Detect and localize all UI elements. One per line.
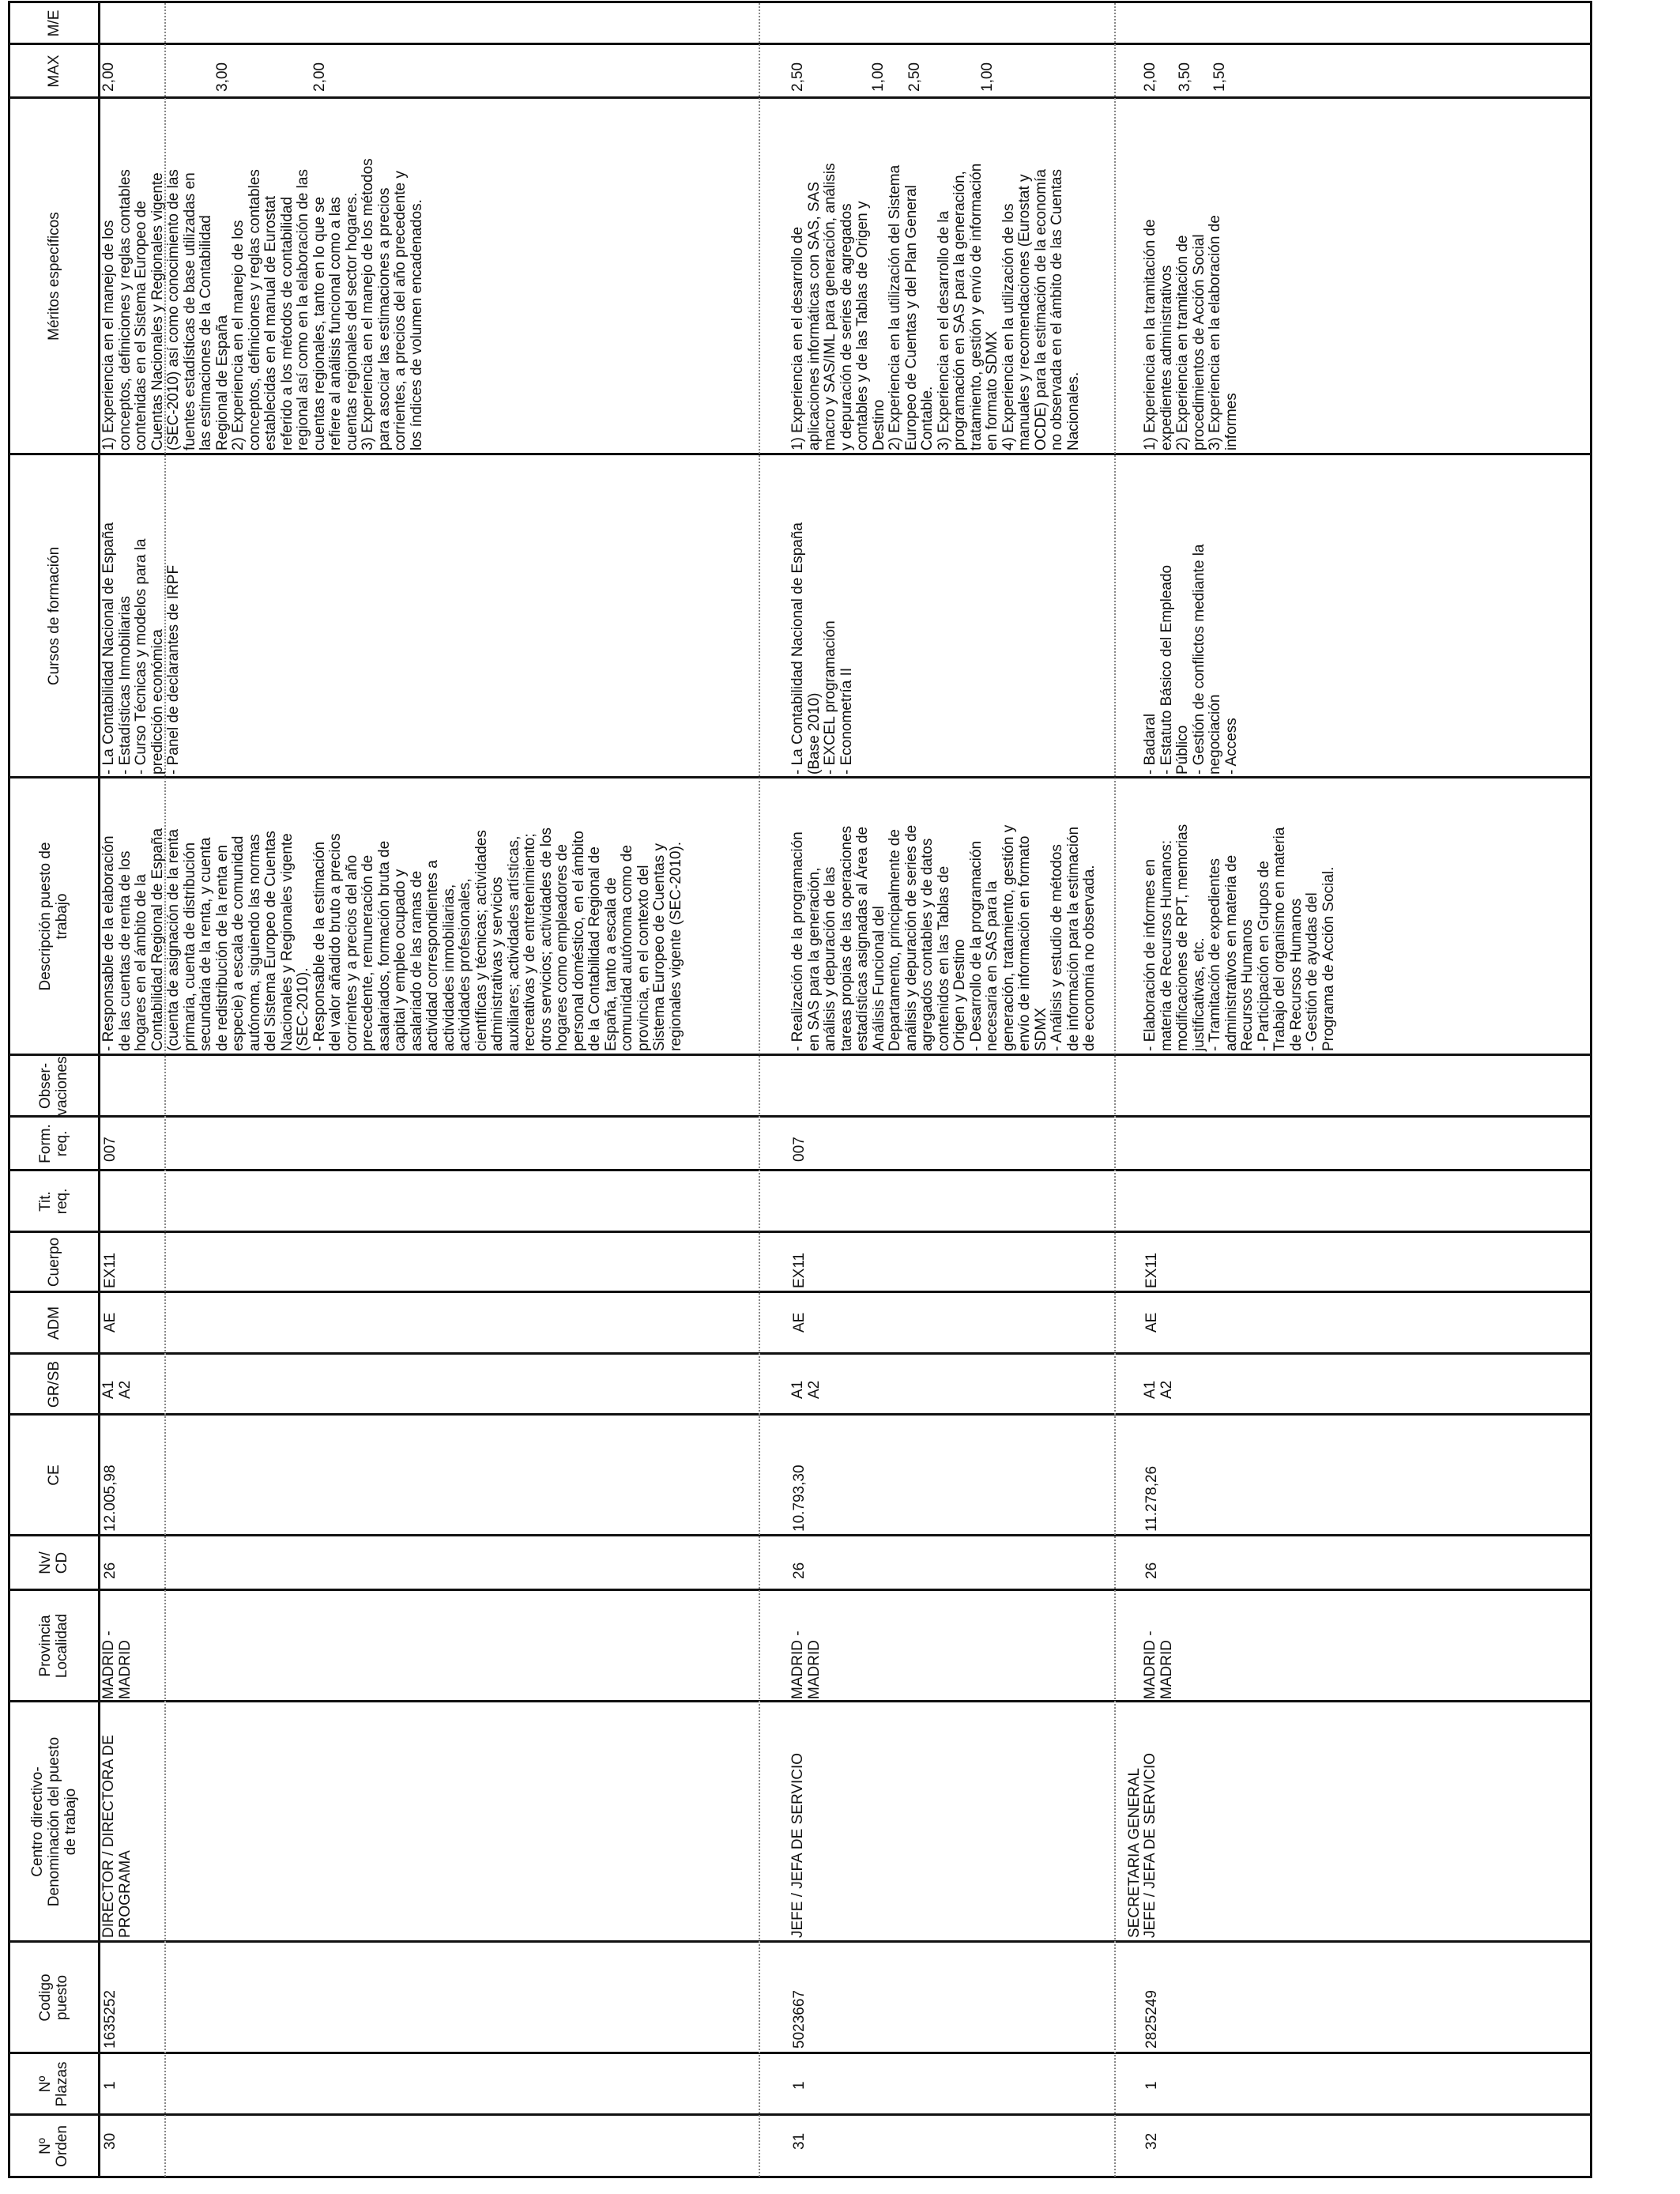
- cell-max: 2,00: [100, 62, 117, 92]
- header-orden: Nº Orden: [37, 2125, 70, 2167]
- cell-codigo: 1635252: [102, 1990, 119, 2049]
- header-max: MAX: [45, 55, 62, 88]
- table-left-rule: [8, 2176, 1591, 2178]
- col-sep: [8, 1231, 1591, 1233]
- table-bottom-rule: [1590, 1, 1592, 2178]
- cell-provincia: MADRID - MADRID: [789, 1630, 823, 1699]
- cell-max: 3,00: [214, 62, 231, 92]
- cell-max: 1,00: [870, 62, 887, 92]
- col-sep: [8, 1534, 1591, 1536]
- cell-codigo: 5023667: [791, 1990, 808, 2049]
- col-sep: [8, 776, 1591, 778]
- header-me: M/E: [45, 9, 62, 37]
- cell-provincia: MADRID - MADRID: [1142, 1630, 1175, 1699]
- row-separator: [759, 3, 760, 2177]
- cell-denominacion: DIRECTOR / DIRECTORA DE PROGRAMA: [100, 1735, 134, 1938]
- cell-orden: 30: [102, 2132, 119, 2150]
- cell-plazas: 1: [791, 2081, 808, 2090]
- header-adm: ADM: [45, 1306, 62, 1340]
- cell-grupo: A1 A2: [100, 1380, 134, 1399]
- cell-plazas: 1: [1143, 2081, 1160, 2090]
- cell-nivel: 26: [791, 1562, 808, 1579]
- cell-denominacion: JEFE / JEFA DE SERVICIO: [789, 1752, 806, 1938]
- col-sep: [8, 1589, 1591, 1591]
- cell-cuerpo: EX11: [791, 1252, 808, 1288]
- header-descripcion: Descripción puesto de trabajo: [37, 842, 70, 991]
- cell-adm: AE: [1143, 1312, 1160, 1333]
- cell-nivel: 26: [1143, 1562, 1160, 1579]
- cell-max: 3,50: [1177, 62, 1193, 92]
- cell-descripcion: - Elaboración de informes en materia de Recursos Humanos: modificaciones de RPT, memorias justificativas, etc. - Tramitación de expedientes administrativos en materia de Recursos Humanos - Participación en Grupos de Trabajo del organismo en materia de Recursos Humanos - Gestión de ayudas del Programa de Acción Social.: [1142, 824, 1337, 1051]
- cell-adm: AE: [791, 1312, 808, 1333]
- cell-provincia: MADRID - MADRID: [100, 1630, 134, 1699]
- row-separator: [1114, 3, 1116, 2177]
- cell-cuerpo: EX11: [102, 1252, 119, 1288]
- cell-formacion: 007: [791, 1137, 808, 1162]
- cell-plazas: 1: [102, 2081, 119, 2090]
- header-cursos: Cursos de formación: [45, 546, 62, 686]
- cell-ce: 10.793,30: [791, 1465, 808, 1532]
- header-observaciones: Obser- vaciones: [37, 1056, 70, 1116]
- header-formacion: Form. req.: [37, 1124, 70, 1163]
- col-sep: [8, 1054, 1591, 1056]
- col-sep: [8, 2052, 1591, 2054]
- col-sep: [8, 2113, 1591, 2116]
- cell-descripcion: - Realización de la programación en SAS para la generación, análisis y depuración de las tareas propias de las operaciones estadísticas asignadas al Área de Análisis Funcional del Departamento, principalmente de análisis y depuración de series de agregados contables y de datos contenidos en las Tablas de Origen y Destino - Desarrollo de la programación necesaria en SAS para la generación, tratamiento, gestión y envío de información en formato SDMX - Análisis y estudio de métodos de información para la estimación de economía no observada.: [789, 824, 1098, 1051]
- header-codigo: Codigo puesto: [37, 1973, 70, 2022]
- header-grupo: GR/SB: [45, 1360, 62, 1408]
- cell-cursos: - La Contabilidad Nacional de España (Base 2010) - EXCEL programación - Econometría II: [789, 522, 855, 775]
- header-plazas: Nº Plazas: [37, 2061, 70, 2107]
- col-sep: [8, 453, 1591, 455]
- header-provincia: Provincia Localidad: [37, 1613, 70, 1679]
- col-sep: [8, 1115, 1591, 1118]
- cell-max: 2,50: [906, 62, 923, 92]
- cell-codigo: 2825249: [1143, 1990, 1160, 2049]
- col-sep: [8, 1413, 1591, 1416]
- cell-cursos: - La Contabilidad Nacional de España - Estadísticas Inmobiliarias - Curso Técnicas y modelos para la predicción económica - Panel de declarantes de IRPF: [100, 522, 182, 775]
- cell-formacion: 007: [102, 1137, 119, 1162]
- cell-adm: AE: [102, 1312, 119, 1333]
- cell-centro-directivo: SECRETARIA GENERAL: [1126, 1767, 1143, 1938]
- cell-ce: 11.278,26: [1143, 1465, 1160, 1532]
- cell-max: 1,00: [979, 62, 996, 92]
- cell-max: 2,00: [311, 62, 328, 92]
- cell-max: 1,50: [1211, 62, 1228, 92]
- cell-meritos: 1) Experiencia en el desarrollo de aplicaciones informáticas con SAS, SAS macro y SAS/IML para generación, análisis y depuración de series de agregados contables y de las Tablas de Origen y Destino 2) Experiencia en la utilización del Sistema Europeo de Cuentas y del Plan General Contable. 3) Experiencia en el desarrollo de la programación en SAS para la generación, tratamiento, gestión y envío de información en formato SDMX 4) Experiencia en la utilización de los manuales y recomendaciones (Eurostat y OCDE) para la estimación de la economía no observada en el ámbito de las Cuentas Nacionales.: [789, 163, 1082, 450]
- cell-nivel: 26: [102, 1562, 119, 1579]
- cell-meritos: 1) Experiencia en el manejo de los conceptos, definiciones y reglas contables contenidas en el Sistema Europeo de Cuentas Nacionales y Regionales vigente (SEC-2010) así como conocimiento de las fuentes estadísticas de base utilizadas en las estimaciones de la Contabilidad Regional de España 2) Experiencia en el manejo de los conceptos, definiciones y reglas contables establecidas en el manual de Eurostat referido a los métodos de contabilidad regional así como en la elaboración de las cuentas regionales, tanto en lo que se refiere al análisis funcional como a las cuentas regionales del sector hogares. 3) Experiencia en el manejo de los métodos para asociar las estimaciones a precios corrientes, a precios del año precedente y los índices de volumen encadenados.: [100, 158, 425, 450]
- col-sep: [8, 1169, 1591, 1171]
- cell-max: 2,00: [1142, 62, 1158, 92]
- cell-grupo: A1 A2: [1142, 1380, 1175, 1399]
- col-sep: [8, 1352, 1591, 1355]
- cell-cuerpo: EX11: [1143, 1252, 1160, 1288]
- header-nivel: Nv/ CD: [37, 1551, 70, 1574]
- col-sep: [8, 1940, 1591, 1943]
- cell-denominacion: JEFE / JEFA DE SERVICIO: [1142, 1752, 1158, 1938]
- header-titulacion: Tit. req.: [37, 1188, 70, 1215]
- table-right-rule: [8, 1, 1591, 3]
- col-sep: [8, 43, 1591, 45]
- col-sep: [8, 1291, 1591, 1293]
- cell-orden: 32: [1143, 2132, 1160, 2150]
- header-cuerpo: Cuerpo: [45, 1237, 62, 1287]
- cell-descripcion: - Responsable de la elaboración de las cuentas de renta de los hogares en el ámbito de la Contabilidad Regional de España (cuenta de asignación de la renta primaria, cuenta de distribución secundaria de la renta, y cuenta de redistribución de la renta en especie) a escala de comunidad autónoma, siguiendo las normas del Sistema Europeo de Cuentas Nacionales y Regionales vigente (SEC-2010). - Responsable de la estimación del valor añadido bruto a precios corrientes y a precios del año precedente, remuneración de asalariados, formación bruta de capital y empleo ocupado y asalariado de las ramas de actividad correspondientes a actividades inmobiliarias, actividades profesionales, científicas y técnicas; actividades administrativas y servicios auxiliares; actividades artísticas, recreativas y de entretenimiento; otros servicios; actividades de los hogares como empleadores de personal doméstico, en el ámbito de la Contabilidad Regional de España, tanto a escala de comunidad autónoma como de provincia, en el contexto del Sistema Europeo de Cuentas y regionales vigente (SEC-2010).: [100, 827, 684, 1051]
- col-sep: [8, 1700, 1591, 1702]
- cell-grupo: A1 A2: [789, 1380, 823, 1399]
- cell-cursos: - Badaral - Estatuto Básico del Empleado Público - Gestión de conflictos mediante la negociación - Access: [1142, 544, 1240, 775]
- cell-orden: 31: [791, 2132, 808, 2150]
- header-meritos: Méritos específicos: [45, 212, 62, 341]
- header-ce: CE: [45, 1465, 62, 1486]
- col-sep: [8, 96, 1591, 99]
- cell-ce: 12.005,98: [102, 1465, 119, 1532]
- cell-max: 2,50: [789, 62, 806, 92]
- header-centro: Centro directivo- Denominación del puesto de trabajo: [28, 1736, 79, 1907]
- cell-meritos: 1) Experiencia en la tramitación de expedientes administrativos 2) Experiencia en tramitación de procedimientos de Acción Social 3) Experiencia en la elaboración de informes: [1142, 215, 1240, 450]
